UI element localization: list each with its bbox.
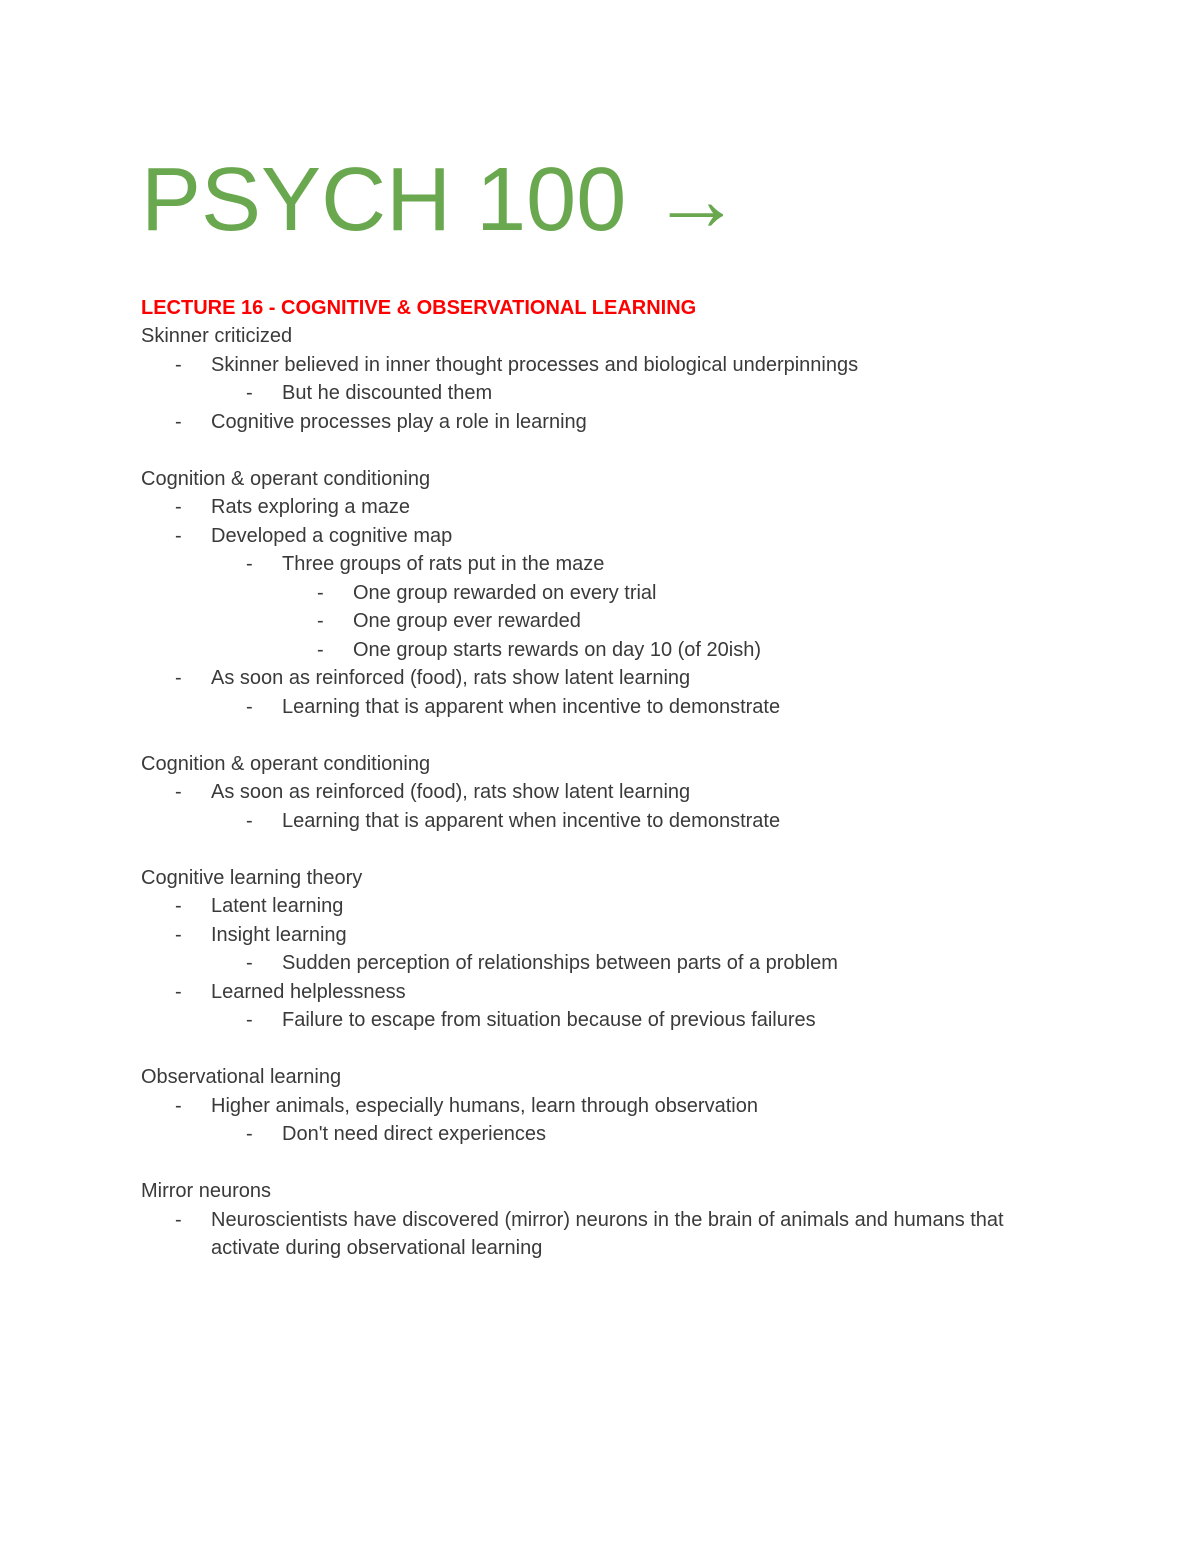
section-heading: Skinner criticized — [141, 325, 293, 347]
bullet-text: Learning that is apparent when incentive to demonstrate — [282, 809, 781, 832]
bullet-item — [141, 607, 1061, 636]
bullet-item — [141, 1120, 1061, 1149]
bullet-item — [141, 892, 1061, 921]
bullet-text: Cognitive processes play a role in learning — [211, 410, 587, 433]
note-section — [141, 1063, 1061, 1149]
bullet-marker: - — [175, 410, 182, 433]
bullet-marker: - — [175, 353, 182, 376]
bullet-item — [141, 1092, 1061, 1121]
bullet-marker: - — [175, 980, 182, 1003]
bullet-marker: - — [246, 952, 253, 974]
bullet-item — [141, 1206, 1061, 1263]
bullet-text: Developed a cognitive map — [211, 524, 453, 547]
section-heading: Observational learning — [141, 1066, 342, 1088]
bullet-text: Sudden perception of relationships between parts of a problem — [282, 952, 838, 974]
section-heading: Cognition & operant conditioning — [141, 467, 431, 490]
bullet-marker: - — [246, 382, 253, 404]
bullet-text: Rats exploring a maze — [211, 496, 410, 518]
bullet-marker: - — [246, 809, 253, 832]
bullet-text: Learning that is apparent when incentive to demonstrate — [282, 695, 781, 718]
bullet-marker: - — [175, 895, 182, 917]
bullet-text: One group rewarded on every trial — [353, 581, 657, 604]
bullet-item — [141, 664, 1061, 693]
bullet-item — [141, 493, 1061, 522]
bullet-item — [141, 807, 1061, 836]
note-section — [141, 465, 1061, 722]
bullet-marker: - — [246, 1123, 253, 1145]
section-heading: Mirror neurons — [141, 1180, 272, 1202]
note-section — [141, 1177, 1061, 1263]
bullet-item — [141, 636, 1061, 665]
bullet-marker: - — [175, 1208, 182, 1231]
bullet-item — [141, 978, 1061, 1007]
note-section — [141, 750, 1061, 836]
bullet-marker: - — [246, 1009, 253, 1031]
bullet-text: Don't need direct experiences — [282, 1123, 546, 1145]
bullet-text: As soon as reinforced (food), rats show latent learning — [211, 667, 691, 689]
bullet-item — [141, 522, 1061, 551]
bullet-marker: - — [175, 1094, 182, 1117]
bullet-marker: - — [317, 581, 324, 604]
bullet-item — [141, 1006, 1061, 1035]
bullet-marker: - — [175, 923, 182, 946]
bullet-marker: - — [175, 781, 182, 803]
bullet-item — [141, 778, 1061, 807]
bullet-marker: - — [246, 553, 253, 575]
page-title: PSYCH 100 → — [141, 150, 742, 250]
section-heading: Cognition & operant conditioning — [141, 752, 431, 775]
bullet-item — [141, 379, 1061, 408]
bullet-text: Insight learning — [211, 923, 347, 946]
bullet-text: Skinner believed in inner thought processes and biological underpinnings — [211, 353, 859, 376]
bullet-marker: - — [175, 496, 182, 518]
note-section — [141, 864, 1061, 1035]
bullet-text: Latent learning — [211, 895, 344, 917]
bullet-text: One group ever rewarded — [353, 610, 581, 632]
bullet-marker: - — [175, 667, 182, 689]
bullet-item — [141, 550, 1061, 579]
bullet-text: Failure to escape from situation because of previous failures — [282, 1009, 816, 1031]
bullet-marker: - — [317, 610, 324, 632]
bullet-text: Learned helplessness — [211, 980, 406, 1003]
bullet-text: Higher animals, especially humans, learn through observation — [211, 1094, 758, 1117]
lecture-heading: LECTURE 16 - COGNITIVE & OBSERVATIONAL LEARNING — [141, 297, 697, 319]
bullet-marker: - — [317, 638, 324, 661]
bullet-marker: - — [175, 524, 182, 547]
section-heading: Cognitive learning theory — [141, 866, 363, 889]
bullet-item — [141, 693, 1061, 722]
bullet-item — [141, 921, 1061, 950]
bullet-text: As soon as reinforced (food), rats show latent learning — [211, 781, 691, 803]
note-section — [141, 322, 1061, 436]
bullet-text: Neuroscientists have discovered (mirror) neurons in the brain of animals and humans that activate during observational learning — [211, 1208, 1004, 1259]
notes-body — [141, 322, 1061, 1291]
bullet-text: But he discounted them — [282, 382, 493, 404]
bullet-item — [141, 351, 1061, 380]
bullet-item — [141, 408, 1061, 437]
bullet-text: Three groups of rats put in the maze — [282, 553, 605, 575]
bullet-marker: - — [246, 695, 253, 718]
bullet-item — [141, 579, 1061, 608]
bullet-text: One group starts rewards on day 10 (of 20ish) — [353, 638, 761, 661]
bullet-item — [141, 949, 1061, 978]
